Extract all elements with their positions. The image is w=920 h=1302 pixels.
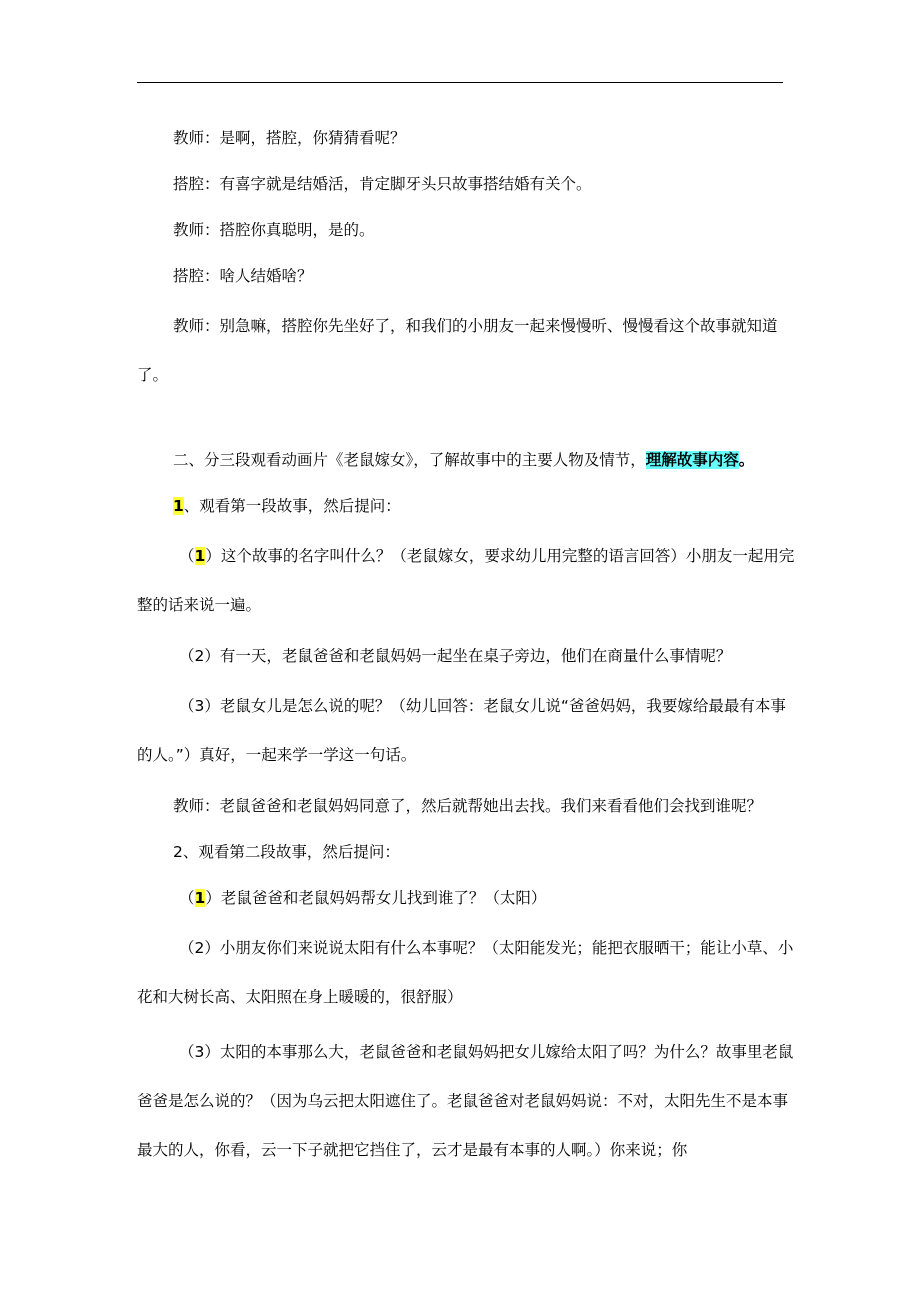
paragraph-teacher-smart: 教师：搭腔你真聪明，是的。	[173, 221, 375, 239]
header-rule	[137, 82, 783, 83]
question-open-paren: （	[179, 889, 195, 907]
question-1-1	[137, 532, 797, 630]
paragraph-teacher-wait: 教师：别急嘛，搭腔你先坐好了，和我们的小朋友一起来慢慢听、慢慢看这个故事就知道了。	[137, 317, 778, 384]
step-1-heading	[137, 486, 797, 526]
paragraph-teacher-guess: 教师：是啊，搭腔，你猜猜看呢？	[173, 129, 406, 147]
paragraph-dakuang-who: 搭腔：啥人结婚啥？	[173, 267, 313, 285]
section-heading-watch-animation	[137, 440, 797, 480]
highlight-understand-story: 理解故事内容	[645, 451, 739, 469]
question-2-3: （3）太阳的本事那么大，老鼠爸爸和老鼠妈妈把女儿嫁给太阳了吗？为什么？故事里老鼠爸爸是怎么说的？（因为乌云把太阳遮住了。老鼠爸爸对老鼠妈妈说：不对，太阳先生不是本事最大的人，你看，云一下子就把它挡住了，云才是最有本事的人啊。）你来说；你	[137, 1043, 794, 1159]
step-1-text: 、观看第一段故事，然后提问：	[183, 497, 401, 515]
question-1-2: （2）有一天，老鼠爸爸和老鼠妈妈一起坐在桌子旁边，他们在商量什么事情呢？	[179, 647, 732, 665]
question-number-highlight: 1	[194, 547, 206, 565]
question-number-highlight: 1	[194, 889, 206, 907]
paragraph-teacher-agree: 教师：老鼠爸爸和老鼠妈妈同意了，然后就帮她出去找。我们来看看他们会找到谁呢？	[173, 797, 763, 815]
heading-end: 。	[738, 451, 755, 469]
section-spacer	[137, 406, 797, 440]
question-1-3: （3）老鼠女儿是怎么说的呢？（幼儿回答：老鼠女儿说“爸爸妈妈，我要嫁给最最有本事的人。”）真好，一起来学一学这一句话。	[137, 697, 786, 764]
heading-text: 二、分三段观看动画片《老鼠嫁女》，了解故事中的主要人物及情节，	[173, 451, 646, 469]
question-text: ）老鼠爸爸和老鼠妈妈帮女儿找到谁了？（太阳）	[205, 889, 547, 907]
question-open-paren: （	[179, 547, 195, 565]
paragraph-dakuang-wedding: 搭腔：有喜字就是结婚活，肯定脚牙头只故事搭结婚有关个。	[173, 175, 592, 193]
question-text: ）这个故事的名字叫什么？（老鼠嫁女，要求幼儿用完整的语言回答）小朋友一起用完整的话来说一遍。	[137, 547, 795, 614]
step-number-highlight: 1	[173, 497, 184, 515]
document-body	[137, 118, 797, 1181]
question-2-2: （2）小朋友你们来说说太阳有什么本事呢？（太阳能发光；能把衣服晒干；能让小草、小花和大树长高、太阳照在身上暖暖的，很舒服）	[137, 939, 794, 1006]
step-2-heading: 2、观看第二段故事，然后提问：	[173, 843, 400, 861]
question-2-1	[137, 878, 797, 918]
